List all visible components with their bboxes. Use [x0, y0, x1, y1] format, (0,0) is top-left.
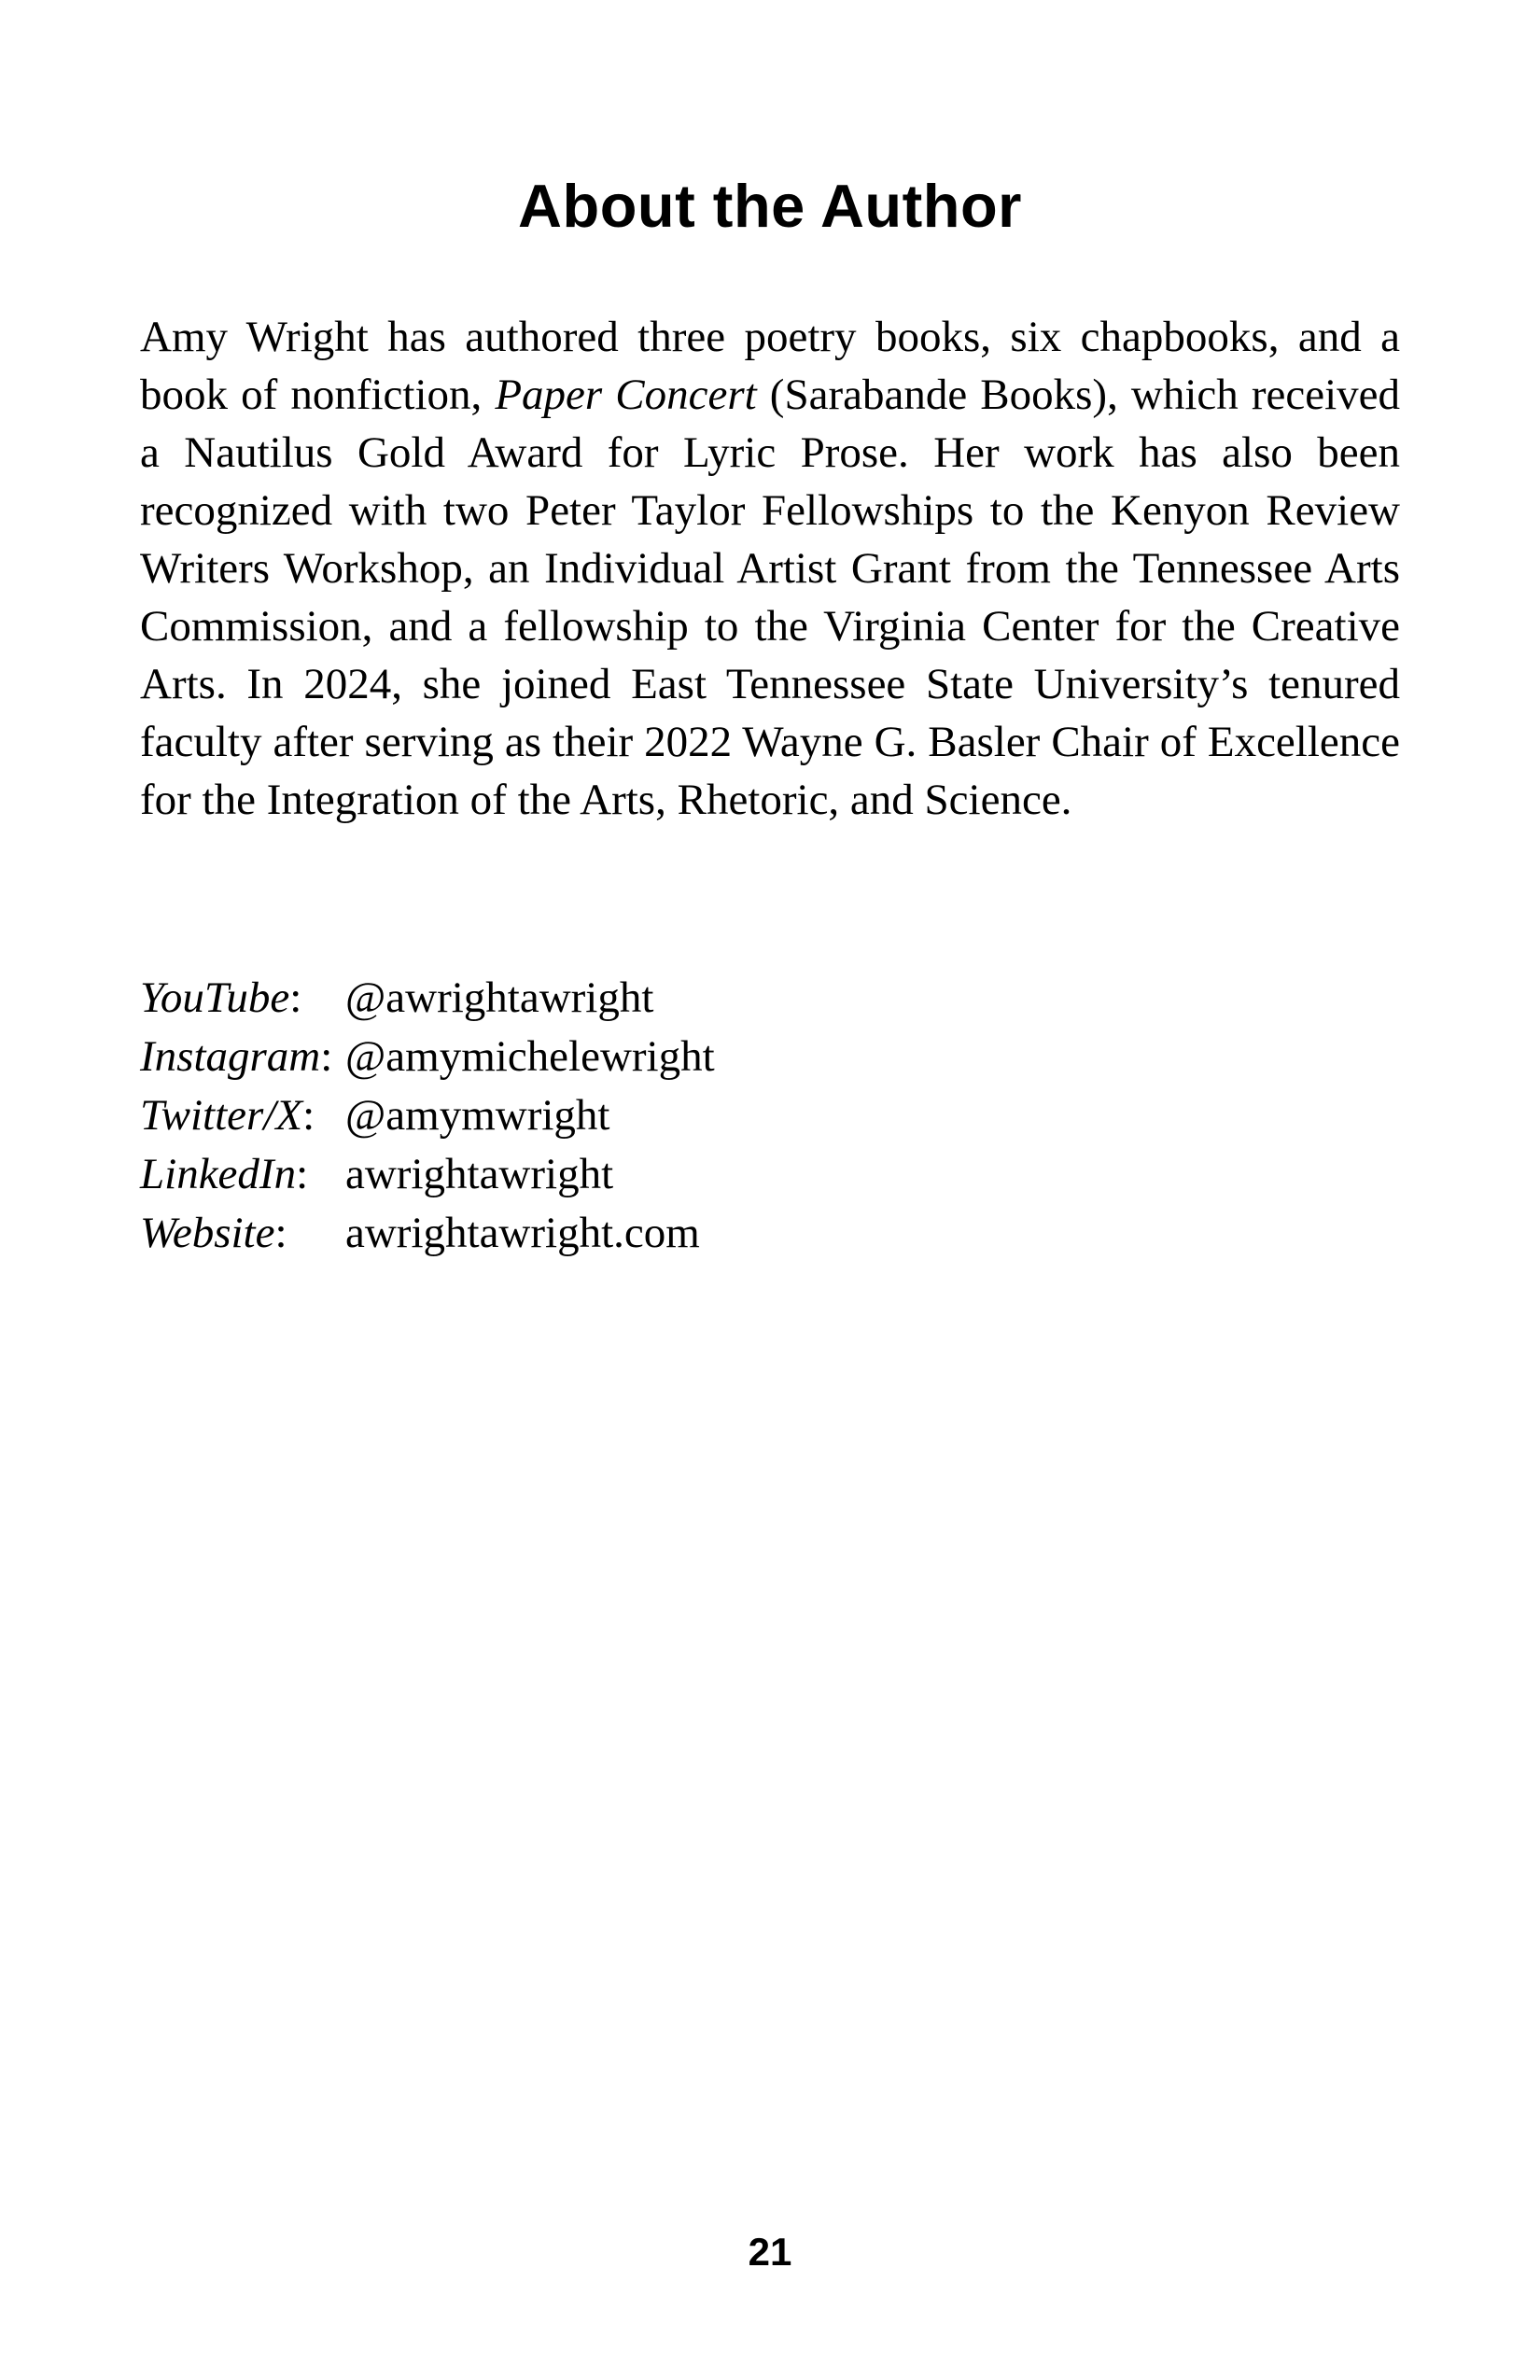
author-bio-paragraph: [140, 308, 1400, 829]
social-label-colon: :: [274, 1209, 287, 1257]
social-label-twitter-x: Twitter/X: [140, 1091, 303, 1140]
social-label-cell: [140, 1145, 345, 1204]
social-label-cell: [140, 1204, 345, 1263]
bio-text-before: Amy Wright has authored three poetry books, six chapbooks, and a book of nonfiction,: [140, 313, 1400, 419]
social-label-colon: :: [289, 973, 302, 1022]
social-label-youtube: YouTube: [140, 973, 290, 1022]
page-title: About the Author: [518, 171, 1022, 240]
social-row-instagram: [140, 1028, 715, 1086]
social-row-youtube: [140, 969, 715, 1028]
social-row-linkedin: [140, 1145, 715, 1204]
social-value-twitter-x: @amymwright: [345, 1091, 610, 1140]
page-number: 21: [748, 2230, 792, 2274]
social-label-cell: [140, 1028, 345, 1086]
social-value-linkedin: awrightawright: [345, 1150, 614, 1198]
social-value-youtube: @awrightawright: [345, 973, 654, 1022]
social-label-colon: :: [296, 1150, 309, 1198]
social-label-colon: :: [302, 1091, 315, 1140]
social-row-website: [140, 1204, 715, 1263]
bio-text-after: (Sarabande Books), which received a Nautilus Gold Award for Lyric Prose. Her work has also been recognized with two Peter Taylor Fellowships to the Kenyon Review Writers Workshop, an Individual Artist Grant from the Tennessee Arts Commission, and a fellowship to the Virginia Center for the Creative Arts. In 2024, she joined East Tennessee State University’s tenured faculty after serving as their 2022 Wayne G. Basler Chair of Excellence for the Integration of the Arts, Rhetoric, and Science.: [140, 371, 1400, 824]
book-title-italic: Paper Concert: [495, 371, 757, 419]
social-row-twitter-x: [140, 1086, 715, 1145]
social-label-colon: :: [320, 1032, 333, 1081]
social-links-list: [140, 969, 715, 1263]
social-label-cell: [140, 1086, 345, 1145]
social-value-instagram: @amymichelewright: [345, 1032, 715, 1081]
social-label-cell: [140, 969, 345, 1028]
social-label-linkedin: LinkedIn: [140, 1150, 297, 1198]
social-label-website: Website: [140, 1209, 275, 1257]
social-label-instagram: Instagram: [140, 1032, 321, 1081]
social-value-website: awrightawright.com: [345, 1209, 700, 1257]
